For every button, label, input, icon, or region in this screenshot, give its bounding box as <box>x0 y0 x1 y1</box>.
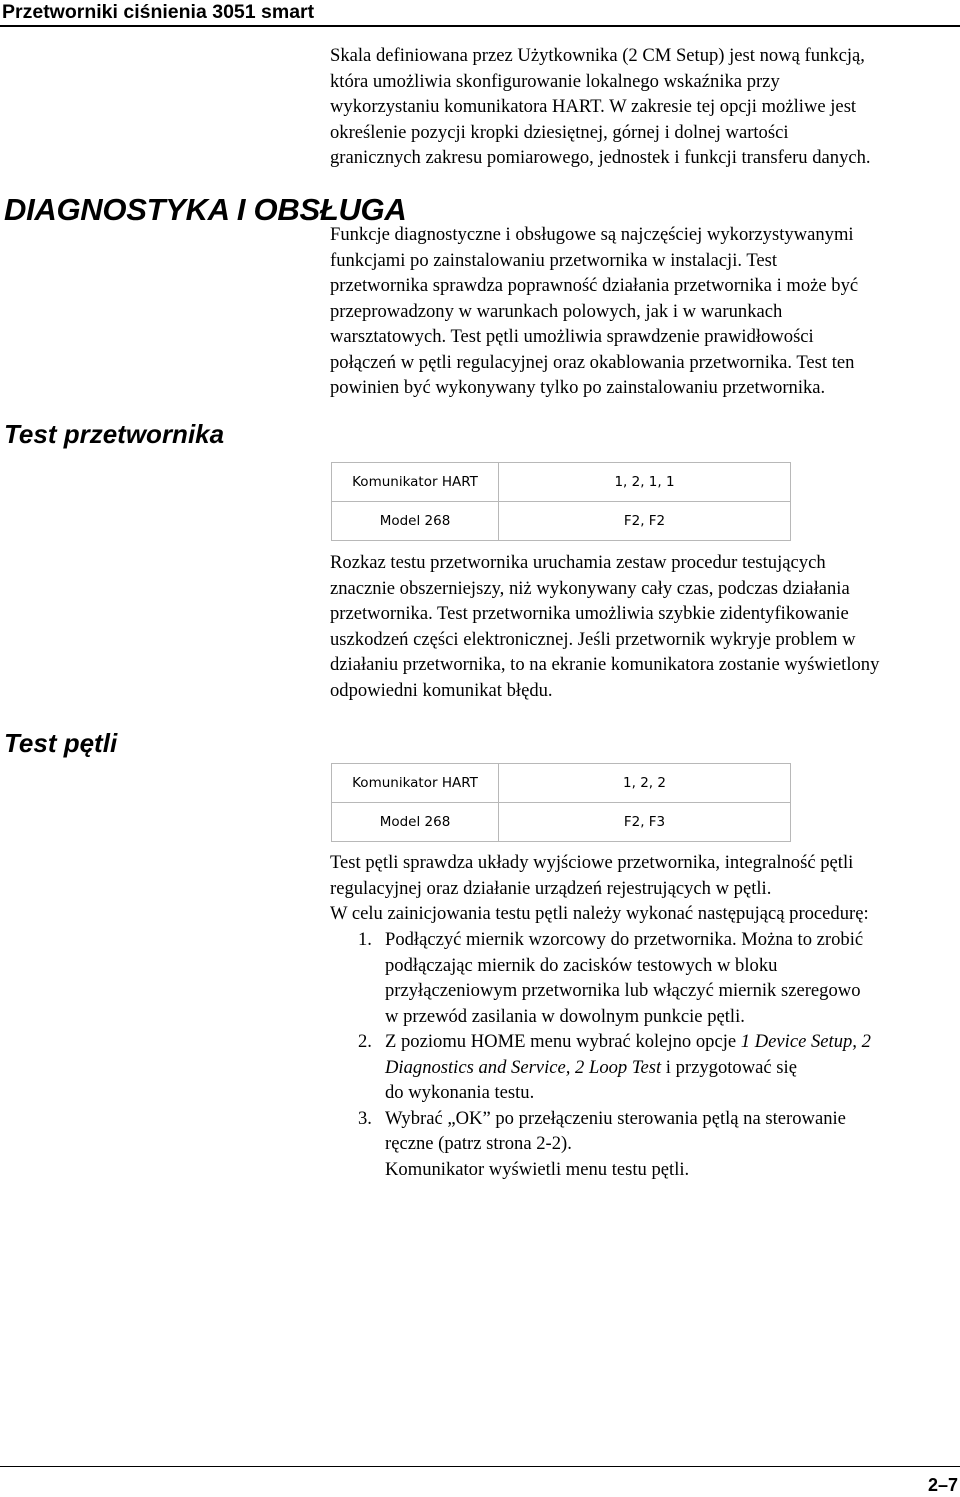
list-item <box>330 1106 960 1183</box>
intro-line: granicznych zakresu pomiarowego, jednostek i funkcji transferu danych. <box>330 147 871 168</box>
step-line: podłączając miernik do zacisków testowych w bloku <box>385 954 778 976</box>
step-number: 1. <box>358 929 372 950</box>
intro-line: wykorzystaniu komunikatora HART. W zakresie tej opcji możliwe jest <box>330 96 857 117</box>
diagnostics-line: Funkcje diagnostyczne i obsługowe są najczęściej wykorzystywanymi <box>330 224 854 245</box>
step-line: Komunikator wyświetli menu testu pętli. <box>385 1158 690 1180</box>
diagnostics-line: połączeń w pętli regulacyjnej oraz okablowania przetwornika. Test ten <box>330 351 855 373</box>
step-line <box>385 1055 960 1081</box>
table-cell-device: Model 268 <box>332 502 499 541</box>
transmitter-test-line: uszkodzeń części elektronicznej. Jeśli przetwornik wykryje problem w <box>330 628 856 650</box>
step-line: w przewód zasilania w dowolnym punkcie pętli. <box>385 1005 745 1027</box>
transmitter-test-paragraph <box>330 550 960 703</box>
table-cell-device: Model 268 <box>332 803 499 842</box>
loop-test-command-table <box>331 763 791 842</box>
diagnostics-line: przeprowadzony w warunkach polowych, jak i w warunkach <box>330 300 783 322</box>
transmitter-test-line: odpowiedni komunikat błędu. <box>330 679 553 701</box>
step-line: do wykonania testu. <box>385 1082 535 1103</box>
diagnostics-line: przetwornika sprawdza poprawność działania przetwornika i może być <box>330 275 859 296</box>
procedure-intro <box>330 901 960 927</box>
diagnostics-line: warsztatowych. Test pętli umożliwia sprawdzenie prawidłowości <box>330 326 814 347</box>
intro-line: określenie pozycji kropki dziesiętnej, górnej i dolnej wartości <box>330 121 789 143</box>
transmitter-test-line: przetwornika. Test przetwornika umożliwia szybkie zidentyfikowanie <box>330 603 849 624</box>
table-row <box>332 764 791 803</box>
menu-path-text: Diagnostics and Service, 2 Loop Test <box>385 1056 662 1078</box>
diagnostics-paragraph <box>330 222 960 401</box>
step-line <box>385 1029 960 1055</box>
transmitter-test-line: znacznie obszerniejszy, niż wykonywany cały czas, podczas działania <box>330 577 850 599</box>
step-number: 3. <box>358 1107 372 1129</box>
loop-test-paragraph <box>330 850 960 901</box>
intro-line: która umożliwia skonfigurowanie lokalnego wskaźnika przy <box>330 70 780 92</box>
header-divider <box>0 25 960 27</box>
step-text: i przygotować się <box>661 1056 797 1078</box>
diagnostics-line: funkcjami po zainstalowaniu przetwornika w instalacji. Test <box>330 249 778 271</box>
table-cell-sequence: F2, F2 <box>499 502 791 541</box>
section-heading-diagnostics: DIAGNOSTYKA I OBSŁUGA <box>4 192 407 227</box>
step-text: Z poziomu HOME menu wybrać kolejno opcje <box>385 1031 741 1052</box>
step-line: ręczne (patrz strona 2-2). <box>385 1133 572 1154</box>
transmitter-test-command-table <box>331 462 791 541</box>
table-cell-device: Komunikator HART <box>332 764 499 803</box>
step-line: Podłączyć miernik wzorcowy do przetwornika. Można to zrobić <box>385 929 864 950</box>
transmitter-test-line: Rozkaz testu przetwornika uruchamia zestaw procedur testujących <box>330 552 826 573</box>
menu-path-text: 1 Device Setup, 2 <box>740 1031 871 1052</box>
table-cell-device: Komunikator HART <box>332 463 499 502</box>
document-header-title: Przetworniki ciśnienia 3051 smart <box>2 1 315 23</box>
diagnostics-line: powinien być wykonywany tylko po zainstalowaniu przetwornika. <box>330 377 826 398</box>
step-line: przyłączeniowym przetwornika lub włączyć miernik szeregowo <box>385 980 861 1001</box>
page-number: 2–7 <box>927 1475 958 1495</box>
loop-test-line: Test pętli sprawdza układy wyjściowe przetwornika, integralność pętli <box>330 852 854 873</box>
footer-divider <box>0 1466 960 1467</box>
intro-paragraph <box>330 43 960 171</box>
procedure-intro-line: W celu zainicjowania testu pętli należy wykonać następującą procedurę: <box>330 903 869 924</box>
transmitter-test-line: działaniu przetwornika, to na ekranie komunikatora zostanie wyświetlony <box>330 654 880 675</box>
section-heading-loop-test: Test pętli <box>4 728 118 758</box>
loop-test-line: regulacyjnej oraz działanie urządzeń rejestrujących w pętli. <box>330 877 772 899</box>
section-heading-transmitter-test: Test przetwornika <box>4 419 225 449</box>
list-item <box>330 1029 960 1106</box>
intro-line: Skala definiowana przez Użytkownika (2 CM Setup) jest nową funkcją, <box>330 45 865 66</box>
table-row <box>332 803 791 842</box>
table-cell-sequence: 1, 2, 2 <box>499 764 791 803</box>
step-line: Wybrać „OK” po przełączeniu sterowania pętlą na sterowanie <box>385 1107 846 1129</box>
list-item <box>330 927 960 1029</box>
procedure-steps <box>330 927 960 1182</box>
table-row <box>332 463 791 502</box>
table-cell-sequence: 1, 2, 1, 1 <box>499 463 791 502</box>
table-cell-sequence: F2, F3 <box>499 803 791 842</box>
step-number: 2. <box>358 1031 372 1052</box>
table-row <box>332 502 791 541</box>
